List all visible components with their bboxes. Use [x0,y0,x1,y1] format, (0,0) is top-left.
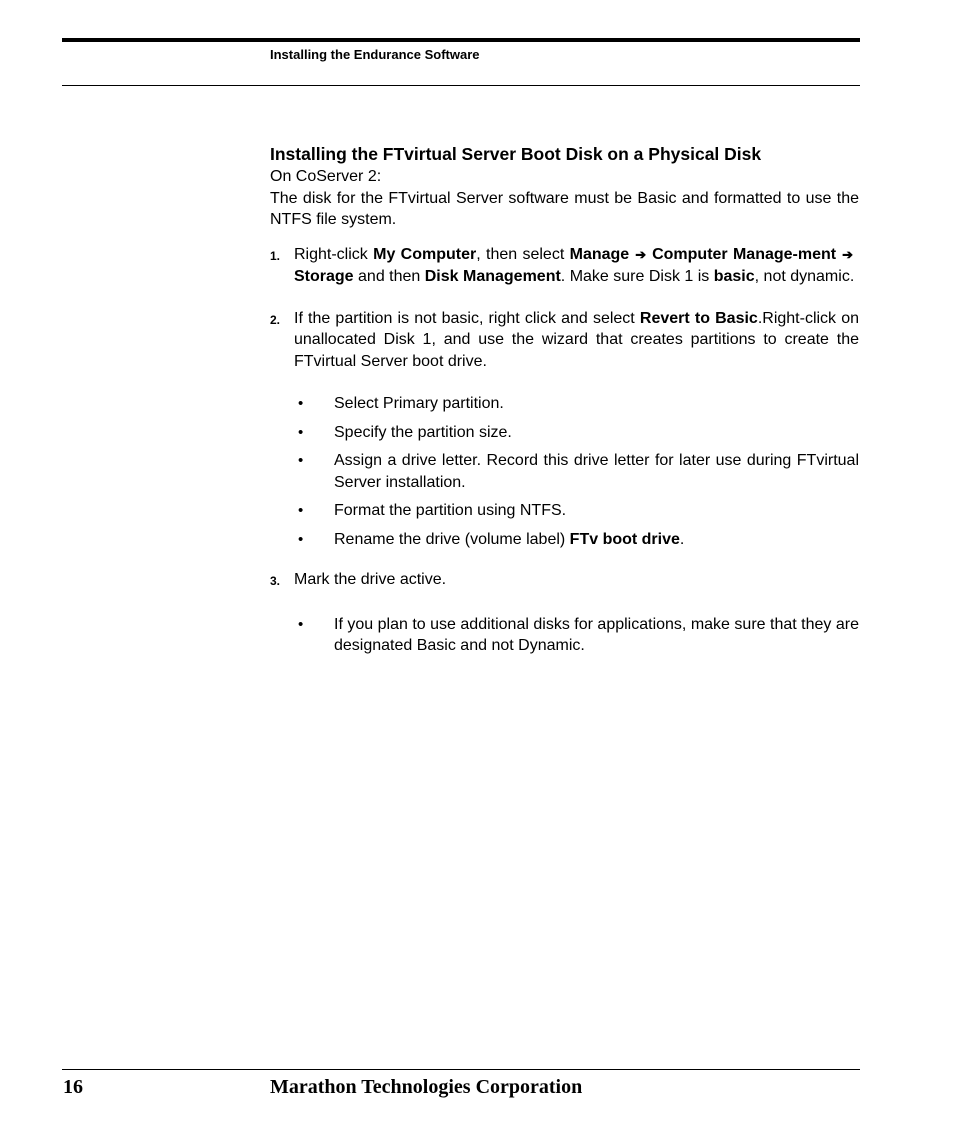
list-item-text: Rename the drive (volume label) [334,530,570,548]
step-text: Right-click [294,245,374,263]
step-3-bullet-list [270,614,859,657]
page-number: 16 [63,1076,83,1098]
step-3 [270,569,859,592]
requirement-paragraph: The disk for the FTvirtual Server software must be Basic and formatted to use the NTFS file system. [270,189,859,228]
header-bottom-rule [62,85,860,86]
list-item [270,422,859,444]
step-2 [270,308,859,373]
list-item [270,529,859,551]
ui-term-my-computer: My Computer [373,245,477,263]
step-text: and then [353,268,425,285]
step-text: If the partition is not basic, right click and select [294,309,640,327]
step-number: 2. [270,312,281,327]
ui-term-ftv-boot-drive: FTv boot drive [569,530,680,548]
step-2-bullet-list [270,393,859,550]
ui-term-storage: Storage [294,268,354,285]
list-item-text: Format the partition using NTFS. [334,502,567,519]
footer-company: Marathon Technologies Corporation [270,1076,583,1098]
bullet-icon: • [298,502,304,519]
step-text: . Make sure Disk 1 is [560,268,714,285]
ui-term-manage: Manage [569,245,630,263]
arrow-right-icon: ➔ [842,246,854,262]
list-item-text: Assign a drive letter. Record this drive letter for later use during FTvirtual Server installation. [334,452,859,491]
list-item-text: If you plan to use additional disks for applications, make sure that they are designated Basic and not Dynamic. [334,615,859,654]
ui-term-computer-management: Computer Manage-ment [652,245,837,263]
list-item [270,393,859,415]
list-item-text: . [679,530,685,548]
step-number: 3. [270,574,281,588]
ui-term-basic: basic [713,268,755,285]
step-text: .Right-click on unallocated Disk 1, and use the wizard that creates partitions to create the FTvirtual Server boot drive. [294,309,859,370]
main-content [270,142,859,657]
list-item [270,500,859,522]
bullet-icon: • [298,395,304,412]
ui-term-revert-to-basic: Revert to Basic [639,309,758,327]
intro-paragraph: On CoServer 2: [270,168,382,185]
bullet-icon: • [298,615,304,633]
arrow-right-icon: ➔ [635,246,647,262]
list-item-text: Specify the partition size. [334,423,512,441]
step-number: 1. [270,248,281,263]
step-text: Mark the drive active. [294,571,447,588]
footer-rule [62,1069,860,1070]
step-text: , then select [476,245,570,263]
running-header-title: Installing the Endurance Software [270,47,480,62]
ui-term-disk-management: Disk Management [424,268,561,285]
step-text: , not dynamic. [754,268,855,285]
bullet-icon: • [298,452,304,469]
section-heading: Installing the FTvirtual Server Boot Disk on a Physical Disk [270,144,762,164]
step-1 [270,244,859,289]
header-top-rule [62,38,860,42]
bullet-icon: • [298,530,304,548]
bullet-icon: • [298,423,304,441]
list-item [270,450,859,493]
list-item-text: Select Primary partition. [334,395,504,412]
list-item [270,614,859,657]
